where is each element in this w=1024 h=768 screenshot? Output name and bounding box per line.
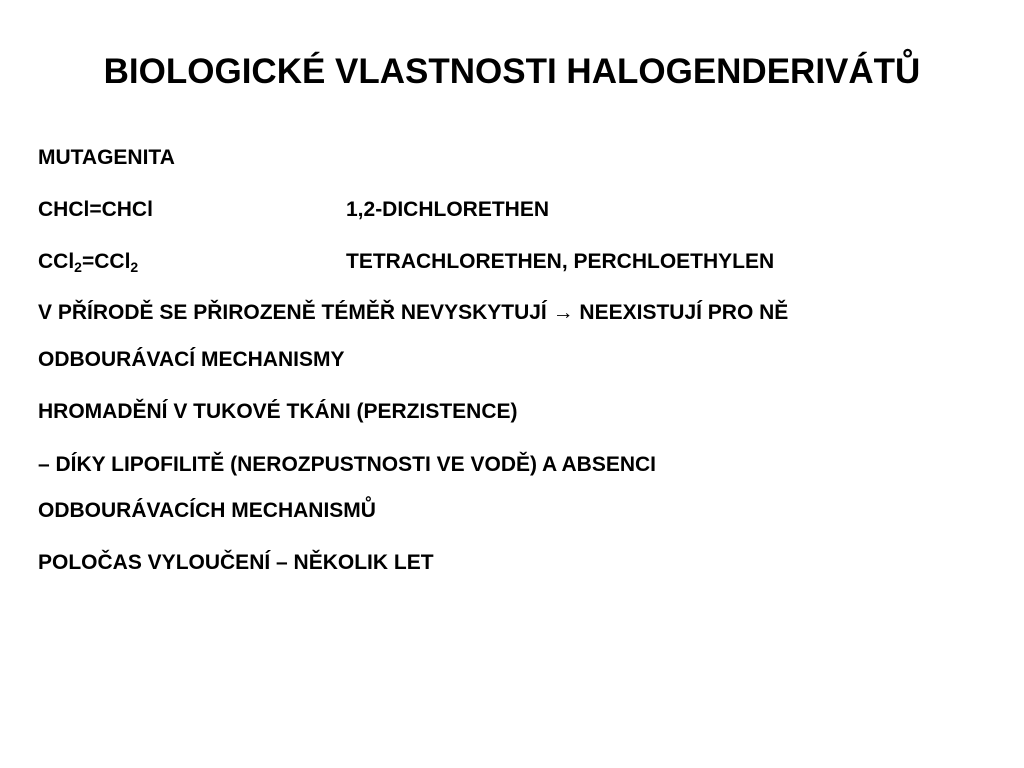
formula-part: CCl [38,250,75,273]
tetrachlorethen-row [38,249,938,275]
dichlorethen-formula: CHCl=CHCl [38,198,153,221]
formula-subscript: 2 [74,259,82,275]
tetrachlorethen-name: TETRACHLORETHEN, PERCHLOETHYLEN [346,250,775,273]
lipophilicity-line-2: ODBOURÁVACÍCH MECHANISMŮ [38,499,376,522]
mutagenita-heading: MUTAGENITA [38,146,175,169]
dichlorethen-row [38,197,938,223]
formula-part: =CCl [81,250,131,273]
nature-occurrence-line-2: ODBOURÁVACÍ MECHANISMY [38,348,345,371]
tetrachlorethen-formula [38,250,138,273]
nature-occurrence-line-1: V PŘÍRODĚ SE PŘIROZENĚ TÉMĚŘ NEVYSKYTUJÍ → NEEXISTUJÍ PRO NĚ [38,301,789,324]
formula-subscript: 2 [130,259,139,275]
accumulation-line: HROMADĚNÍ V TUKOVÉ TKÁNI (PERZISTENCE) [38,400,518,423]
half-life-line: POLOČAS VYLOUČENÍ – NĚKOLIK LET [38,551,434,574]
dichlorethen-name: 1,2-DICHLORETHEN [346,198,550,221]
slide-title: BIOLOGICKÉ VLASTNOSTI HALOGENDERIVÁTŮ [103,52,921,91]
lipophilicity-line-1: – DÍKY LIPOFILITĚ (NEROZPUSTNOSTI VE VODĚ) A ABSENCI [38,453,657,476]
